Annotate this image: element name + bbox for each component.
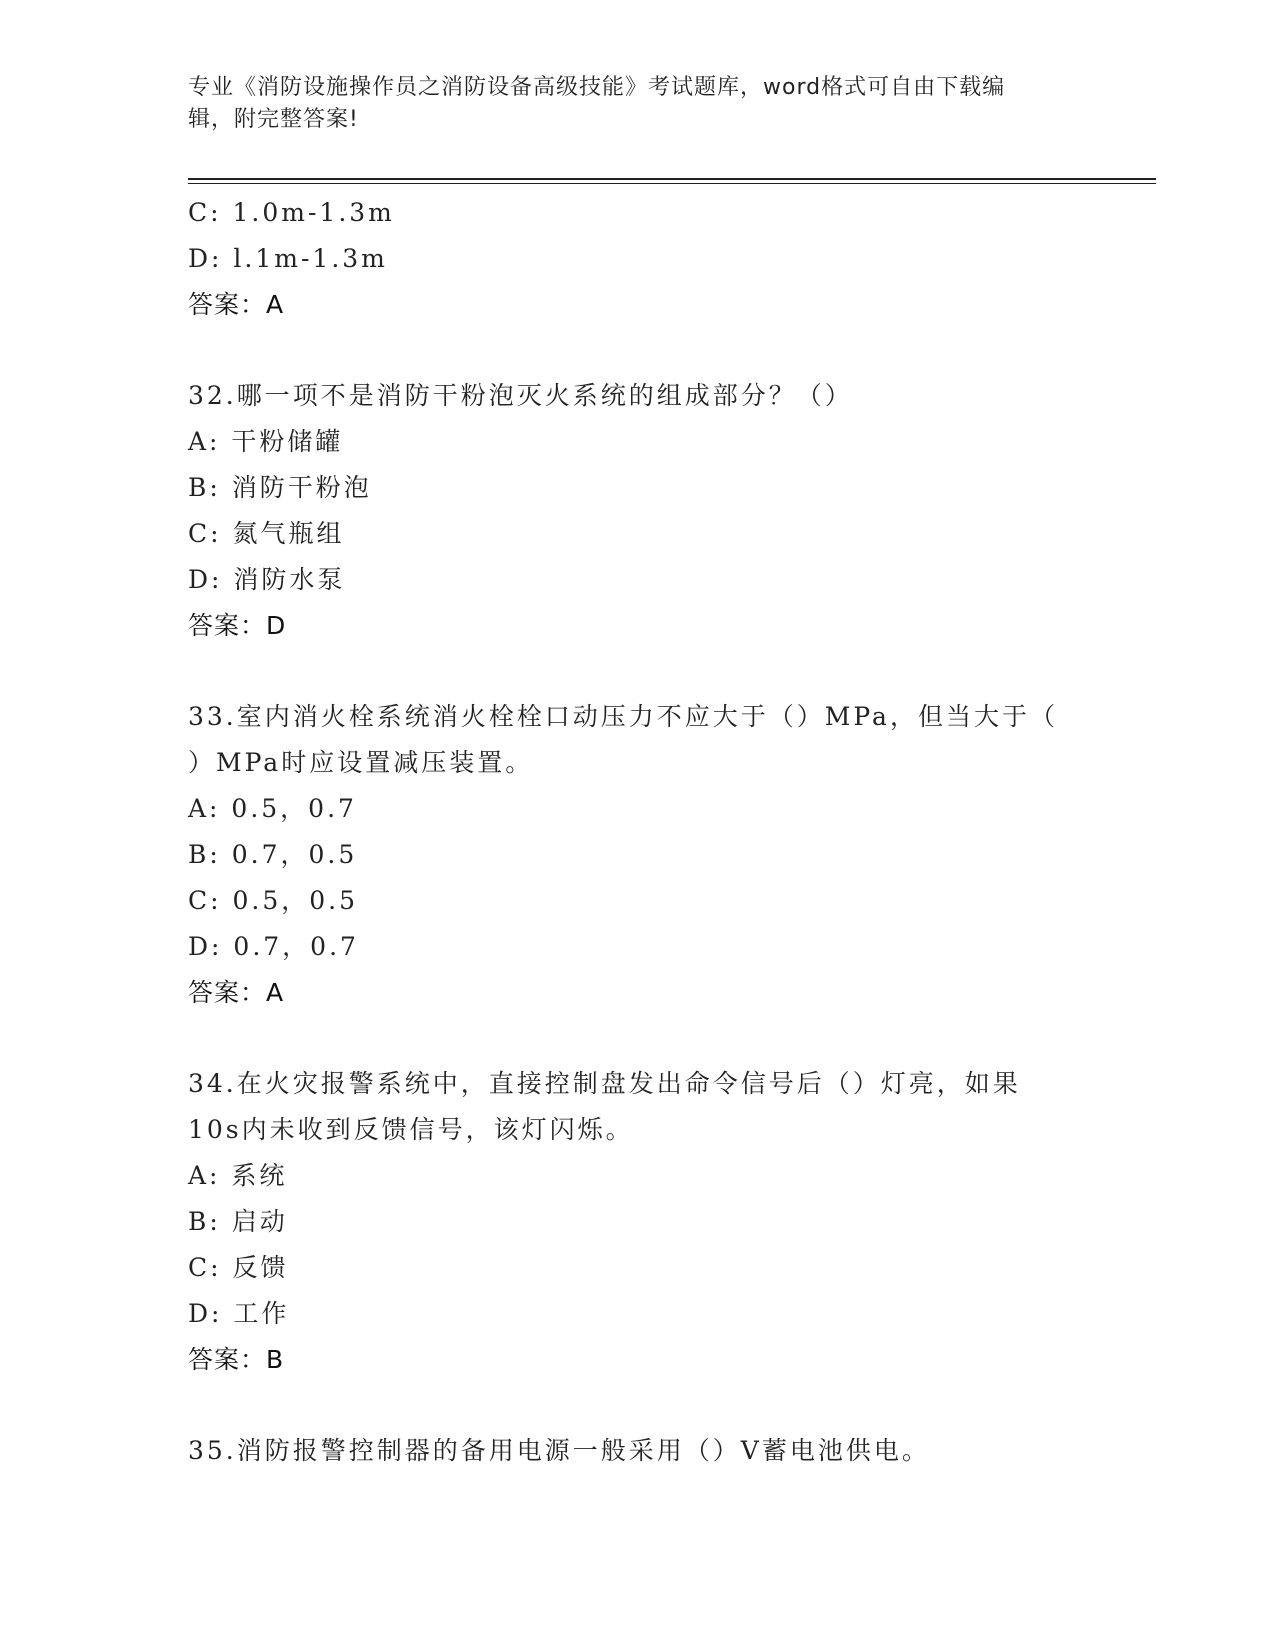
- document-header: [188, 72, 1068, 136]
- question-list: [188, 190, 1088, 1474]
- question-31: [188, 190, 1088, 328]
- question-stem-line-2: 10s内未收到反馈信号，该灯闪烁。: [188, 1115, 634, 1144]
- option-c: C: 1.0m-1.3m: [188, 198, 395, 227]
- answer: 答案：B: [188, 1345, 285, 1374]
- option-d: D: 消防水泵: [188, 565, 346, 594]
- option-a: A: 干粉储罐: [188, 427, 344, 456]
- spacer: [188, 1383, 1088, 1428]
- spacer: [188, 649, 1088, 694]
- question-stem-line-1: 33.室内消火栓系统消火栓栓口动压力不应大于（）MPa，但当大于（: [188, 702, 1058, 731]
- header-rule-thick: [188, 178, 1156, 180]
- question-33: [188, 694, 1088, 1016]
- option-a: A: 0.5，0.7: [188, 794, 357, 823]
- option-a: A: 系统: [188, 1161, 288, 1190]
- question-stem: 35.消防报警控制器的备用电源一般采用（）V蓄电池供电。: [188, 1436, 930, 1465]
- answer: 答案：A: [188, 978, 285, 1007]
- option-c: C: 氮气瓶组: [188, 519, 345, 548]
- question-32: [188, 373, 1088, 649]
- option-d: D: 0.7，0.7: [188, 932, 359, 961]
- spacer: [188, 328, 1088, 373]
- option-b: B: 消防干粉泡: [188, 473, 372, 502]
- answer: 答案：D: [188, 611, 287, 640]
- header-line-1: 专业《消防设施操作员之消防设备高级技能》考试题库，word格式可自由下载编: [188, 75, 1006, 100]
- question-34: [188, 1061, 1088, 1383]
- option-c: C: 0.5，0.5: [188, 886, 359, 915]
- spacer: [188, 1016, 1088, 1061]
- header-line-2: 辑，附完整答案!: [188, 107, 359, 132]
- option-b: B: 启动: [188, 1207, 288, 1236]
- header-rule-thin: [188, 183, 1156, 184]
- option-d: D: l.1m-1.3m: [188, 244, 388, 273]
- question-stem-line-2: ）MPa时应设置减压装置。: [188, 748, 534, 777]
- option-d: D: 工作: [188, 1299, 290, 1328]
- option-b: B: 0.7，0.5: [188, 840, 358, 869]
- answer: 答案：A: [188, 290, 285, 319]
- option-c: C: 反馈: [188, 1253, 289, 1282]
- question-stem: 32.哪一项不是消防干粉泡灭火系统的组成部分？（）: [188, 381, 853, 410]
- question-35: [188, 1428, 1088, 1474]
- question-stem-line-1: 34.在火灾报警系统中，直接控制盘发出命令信号后（）灯亮，如果: [188, 1069, 1021, 1098]
